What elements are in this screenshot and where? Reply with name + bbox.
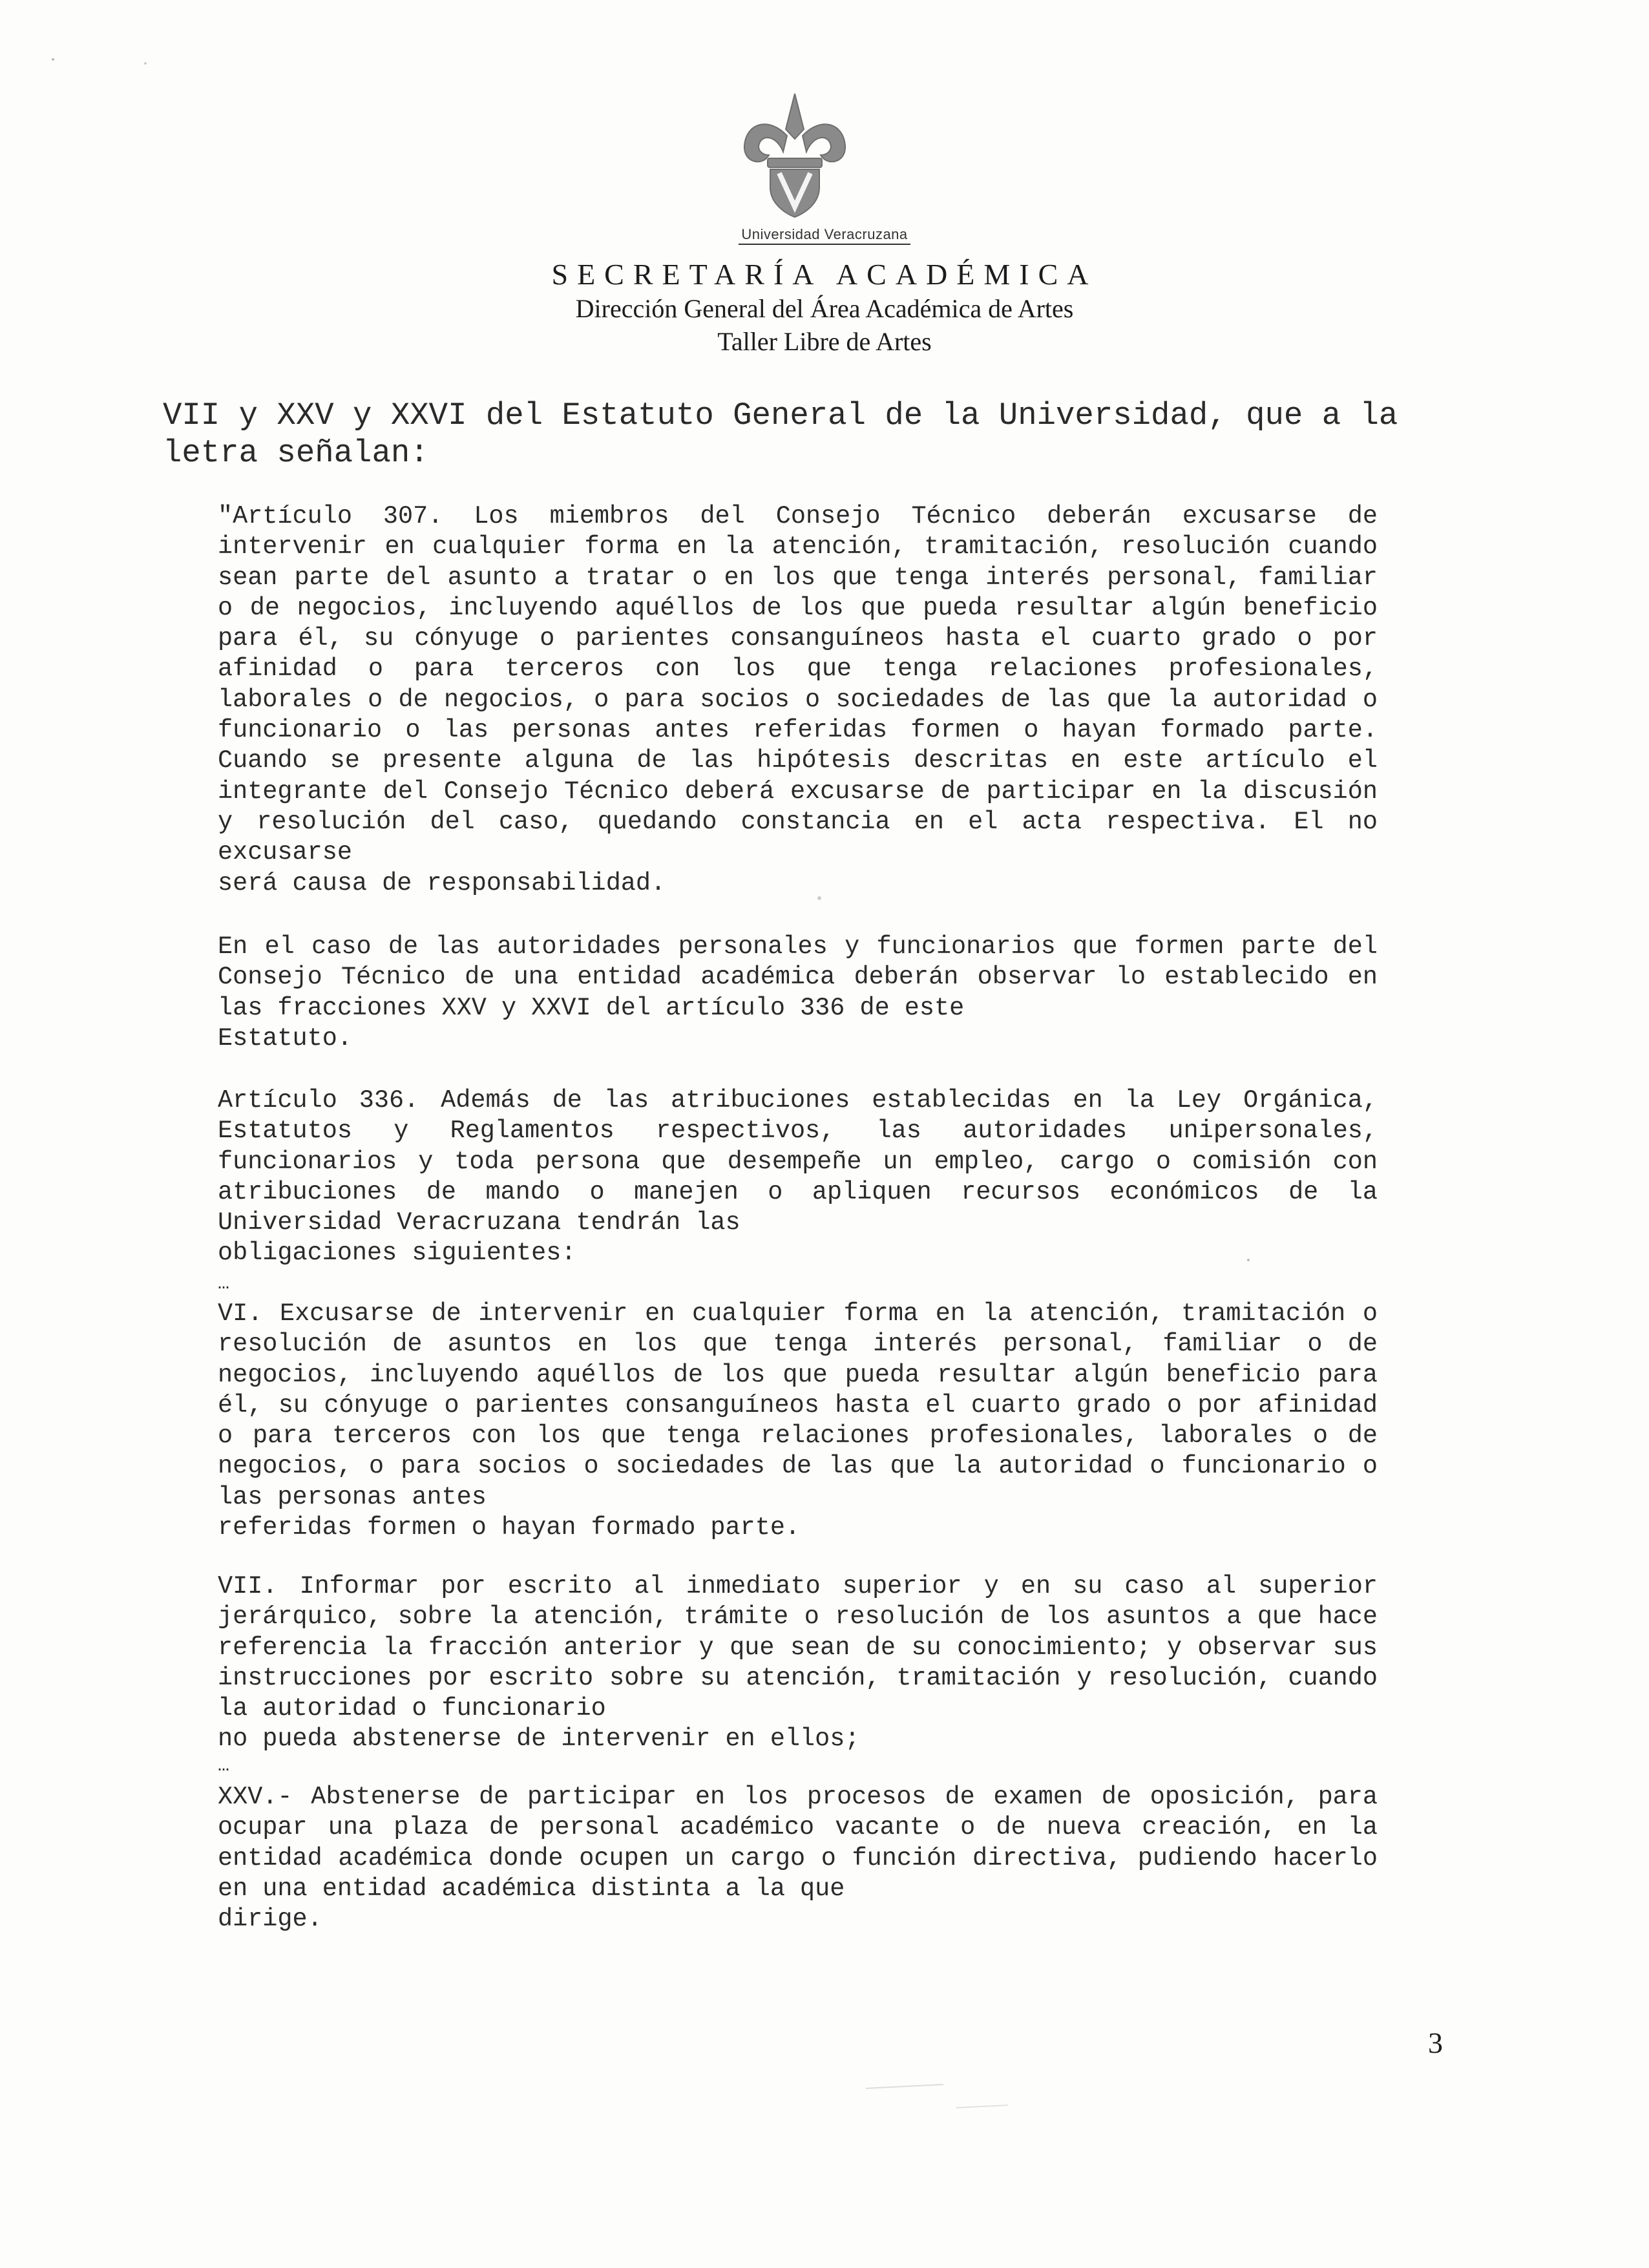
- article-336-last-line: obligaciones siguientes:: [218, 1239, 576, 1268]
- secretaria-heading: SECRETARÍA ACADÉMICA: [551, 258, 1098, 291]
- taller-heading: Taller Libre de Artes: [717, 327, 932, 356]
- fraction-vi-paragraph: [218, 1299, 1378, 1543]
- article-307-last-line: será causa de responsabilidad.: [218, 868, 666, 898]
- article-307-paragraph: [218, 501, 1378, 899]
- autoridades-text: En el caso de las autoridades personales y funcionarios que formen parte del Consejo Técnico de una entidad académica deberán observar lo establecido en las fracciones XXV y XXVI del artículo 336 de este: [218, 932, 1378, 1022]
- fraction-vii-text: VII. Informar por escrito al inmediato superior y en su caso al superior jerárquico, sobre la atención, trámite o resolución de los asuntos a que hace referencia la fracción anterior y que sean de su conocimiento; y observar sus instrucciones por escrito sobre su atención, tramitación y resolución, cuando la autoridad o funcionario: [218, 1572, 1378, 1723]
- autoridades-last-line: Estatuto.: [218, 1024, 352, 1053]
- universidad-veracruzana-logo-icon: [737, 90, 853, 220]
- page-number: 3: [1428, 2026, 1443, 2059]
- intro-line-1: VII y XXV y XXVI del Estatuto General de la Universidad, que a la: [163, 397, 1398, 434]
- direccion-heading: Dirección General del Área Académica de Artes: [575, 294, 1074, 323]
- article-336-paragraph: [218, 1086, 1378, 1269]
- ellipsis-1: …: [218, 1273, 230, 1295]
- university-name: Universidad Veracruzana: [0, 226, 1649, 243]
- fraction-xxv-paragraph: [218, 1782, 1378, 1935]
- ellipsis-2: …: [218, 1755, 230, 1777]
- fraction-vi-text: VI. Excusarse de intervenir en cualquier forma en la atención, tramitación o resolución de asuntos en los que tenga interés personal, familiar o de negocios, incluyendo aquéllos de los que pueda resultar algún beneficio para él, su cónyuge o parientes consanguíneos hasta el cuarto grado o por afinidad o para terceros con los que tenga relaciones profesionales, laborales o de negocios, o para socios o sociedades de las que la autoridad o funcionario o las personas antes: [218, 1299, 1378, 1511]
- article-336-text: Artículo 336. Además de las atribuciones establecidas en la Ley Orgánica, Estatutos y Reglamentos respectivos, las autoridades unipersonales, funcionarios y toda persona que desempeñe un empleo, cargo o comisión con atribuciones de mando o manejen o apliquen recursos económicos de la Universidad Veracruzana tendrán las: [218, 1086, 1378, 1237]
- intro-line-2: letra señalan:: [163, 435, 429, 471]
- fraction-xxv-last-line: dirige.: [218, 1905, 322, 1934]
- fraction-vi-last-line: referidas formen o hayan formado parte.: [218, 1513, 801, 1542]
- intro-paragraph: [163, 397, 1455, 472]
- autoridades-paragraph: [218, 932, 1378, 1054]
- article-307-text: "Artículo 307. Los miembros del Consejo Técnico deberán excusarse de intervenir en cualquier forma en la atención, tramitación, resolución cuando sean parte del asunto a tratar o en los que tenga interés personal, familiar o de negocios, incluyendo aquéllos de los que pueda resultar algún beneficio para él, su cónyuge o parientes consanguíneos hasta el cuarto grado o por afinidad o para terceros con los que tenga relaciones profesionales, laborales o de negocios, o para socios o sociedades de las que la autoridad o funcionario o las personas antes referidas formen o hayan formado parte. Cuando se presente alguna de las hipótesis descritas en este artículo el integrante del Consejo Técnico deberá excusarse de participar en la discusión y resolución del caso, quedando constancia en el acta respectiva. El no excusarse: [218, 502, 1378, 867]
- fraction-xxv-text: XXV.- Abstenerse de participar en los procesos de examen de oposición, para ocupar una plaza de personal académico vacante o de nueva creación, en la entidad académica donde ocupen un cargo o función directiva, pudiendo hacerlo en una entidad académica distinta a la que: [218, 1783, 1378, 1903]
- fraction-vii-paragraph: [218, 1571, 1378, 1755]
- fraction-vii-last-line: no pueda abstenerse de intervenir en ellos;: [218, 1725, 860, 1754]
